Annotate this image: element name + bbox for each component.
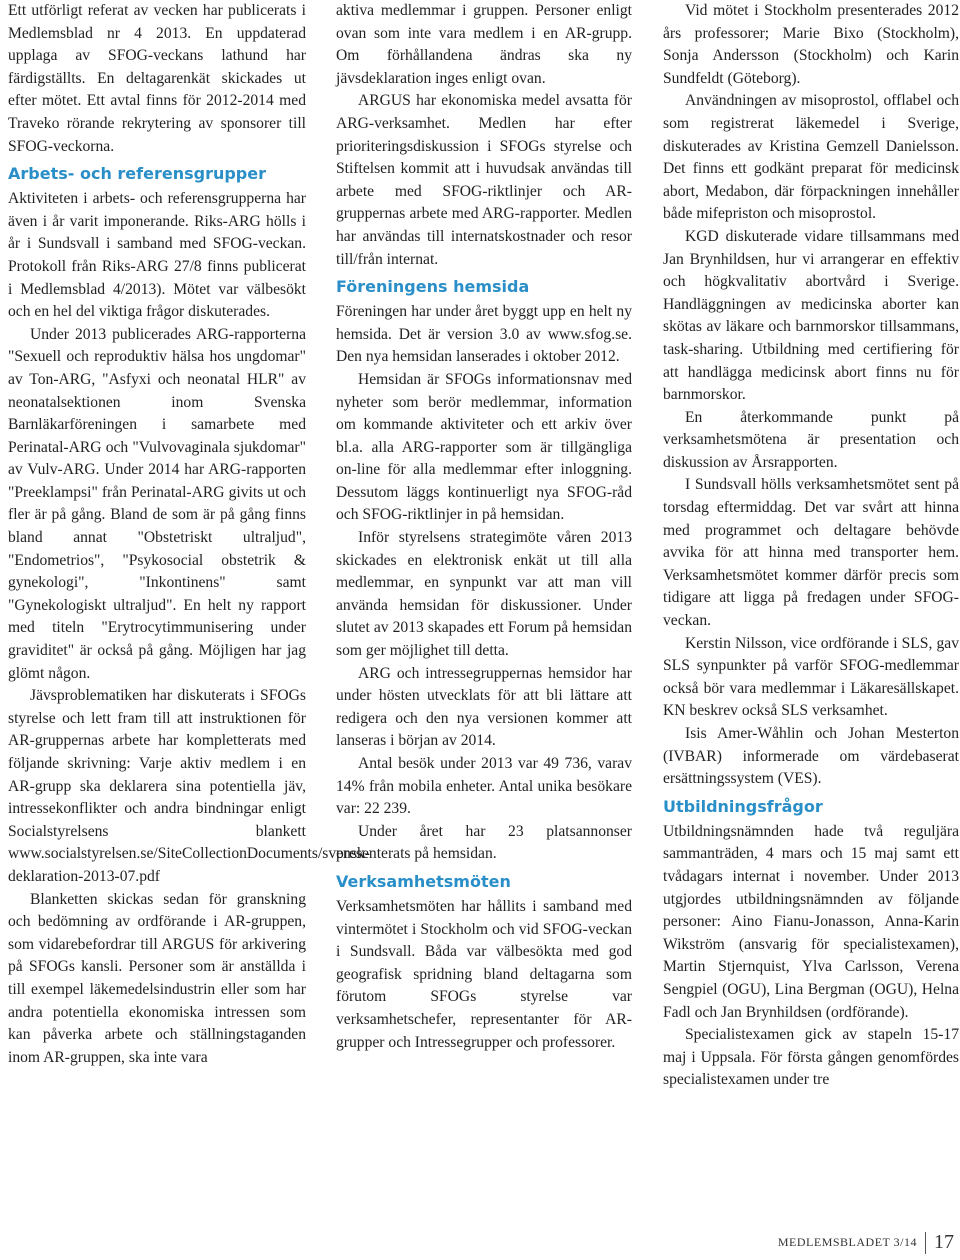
page-number: 17	[934, 1231, 954, 1253]
section-heading-foreningens-hemsida: Föreningens hemsida	[336, 277, 530, 297]
page-footer	[778, 1231, 954, 1254]
paragraph: Under året har 23 platsannonser presenterats på hemsidan.	[336, 822, 632, 863]
paragraph: Under 2013 publicerades ARG-rapporterna "Sexuell och reproduktiv hälsa hos ungdomar" av Ton-ARG, "Asfyxi och neonatal HLR" av neonatalsektionen inom Svenska Barnläkarföreningen i samarbete med Perinatal-ARG och "Vulvovaginala sjukdomar" av Vulv-ARG. Under 2014 har ARG-rapporten "Preeklampsi" från Perinatal-ARG givits ut och fler är på gång. Bland de som är på gång finns bland annat "Obstetriskt ultraljud", "Endometrios", "Psykosocial obstetrik & gynekologi", "Inkontinens" samt "Gynekologiskt ultraljud". En helt ny rapport med titeln "Erytrocytimmunisering under graviditet" är också på gång. Möjligen har jag glömt någon.	[8, 325, 306, 682]
paragraph: Föreningen har under året byggt upp en helt ny hemsida. Det är version 3.0 av www.sfog.se. Den nya hemsidan lanserades i oktober 2012.	[336, 303, 632, 366]
section-heading-verksamhetsmoten: Verksamhetsmöten	[336, 871, 511, 891]
paragraph: Isis Amer-Wåhlin och Johan Mesterton (IVBAR) informerade om värdebaserat ersättningssystem (VES).	[663, 725, 959, 788]
paragraph: En återkommande punkt på verksamhetsmötena är presentation och diskussion av Årsrapporten.	[663, 408, 959, 471]
paragraph: Kerstin Nilsson, vice ordförande i SLS, gav SLS synpunkter på varför SFOG-medlemmar också bör vara medlemmar i Läkaresällskapet. KN beskrev också SLS verksamhet.	[663, 634, 959, 720]
paragraph: Jävsproblematiken har diskuterats i SFOGs styrelse och lett fram till att instruktionen för AR-gruppernas arbete har kompletterats med följande skrivning: Varje aktiv medlem i en AR-grupp ska deklarera sina potentiella jäv, intressekonflikter och andra bindningar enligt Socialstyrelsens blankett www.socialstyrelsen.se/SiteCollectionDocuments/svensk-deklaration-2013-07.pdf	[8, 687, 370, 885]
text-column-2	[336, 0, 632, 1054]
footer-divider	[925, 1232, 926, 1254]
paragraph: ARGUS har ekonomiska medel avsatta för ARG-verksamhet. Medlen har efter prioriteringsdiskussion i SFOGs styrelse och Stiftelsen kommit att i huvudsak användas till arbete med SFOG-riktlinjer och AR-gruppernas arbete med ARG-rapporter. Medlen har användas till internatskostnader och resor till/från internat.	[336, 92, 632, 268]
paragraph: Inför styrelsens strategimöte våren 2013 skickades en elektronisk enkät ut till alla medlemmar, en synpunkt var att man vill använda hemsidan för diskussioner. Under slutet av 2013 skapades ett Forum på hemsidan som ger möjlighet till detta.	[336, 529, 632, 660]
paragraph: Ett utförligt referat av vecken har publicerats i Medlemsblad nr 4 2013. En uppdaterad upplaga av SFOG-veckans lathund har färdigställts. En deltagarenkät skickades ut efter mötet. Ett avtal finns för 2012-2014 med Traveko rörande rekrytering av sponsorer till SFOG-veckorna.	[8, 2, 306, 155]
paragraph: Utbildningsnämnden hade två reguljära sammanträden, 4 mars och 15 maj samt ett tvådagars internat i november. Under 2013 utgjordes utbildningsnämnden av följande personer: Aino Fianu-Jonasson, Anna-Karin Wikström (ansvarig för specialistexamen), Martin Stjernquist, Ylva Carlsson, Verena Sengpiel (OGU), Lina Bergman (OGU), Helna Fadl och Jan Brynhildsen (ordförande).	[663, 822, 959, 1021]
paragraph: Verksamhetsmöten har hållits i samband med vintermötet i Stockholm och vid SFOG-veckan i Sundsvall. Båda var välbesökta med god geografisk spridning bland deltagarna som förutom SFOGs styrelse var verksamhetschefer, representanter för AR-grupper och Intressegrupper och professorer.	[336, 897, 632, 1051]
text-column-1	[8, 0, 370, 1069]
paragraph: aktiva medlemmar i gruppen. Personer enligt ovan som inte vara medlem i en AR-grupp. Om förhållandena ändras ska ny jävsdeklaration inges enligt ovan.	[336, 2, 632, 87]
text-column-3	[663, 0, 959, 1092]
section-heading-utbildningsfragor: Utbildningsfrågor	[663, 796, 823, 816]
paragraph: KGD diskuterade vidare tillsammans med Jan Brynhildsen, hur vi arrangerar en effektiv och högkvalitativ abortvård i Sverige. Handläggningen av medicinska aborter kan skötas av läkare och barnmorskor tillsammans, task-sharing. Utbildning med certifiering för att handlägga medicinsk abort finns nu för barnmorskor.	[663, 227, 959, 404]
paragraph: Blanketten skickas sedan för granskning och bedömning av ordförande i AR-gruppen, som vidarebefordrar till ARGUS för arkivering på SFOGs kansli. Personer som är anställda i till exempel läkemedelsindustrin eller som har andra potentiella ekonomiska intressen som kan påverka arbete och ställningstaganden inom AR-gruppen, ska inte vara	[8, 890, 306, 1066]
paragraph: I Sundsvall hölls verksamhetsmötet sent på torsdag eftermiddag. Det var svårt att hinna med programmet och deltagare behövde avvika för att hinna med transporter hem. Verksamhetsmötet kommer därför precis som tidigare att ligga på fredagen under SFOG-veckan.	[663, 476, 959, 630]
magazine-issue: MEDLEMSBLADET 3/14	[777, 1235, 917, 1249]
paragraph: Specialistexamen gick av stapeln 15-17 maj i Uppsala. För första gången genomfördes specialistexamen under tre	[663, 1026, 959, 1089]
paragraph: ARG och intressegruppernas hemsidor har under hösten utvecklats för att bli lättare att redigera och den nya versionen kommer att lanseras i början av 2014.	[336, 664, 632, 750]
paragraph: Aktiviteten i arbets- och referensgrupperna har även i år varit imponerande. Riks-ARG hölls i år i Sundsvall i samband med SFOG-veckan. Protokoll från Riks-ARG 27/8 finns publicerat i Medlemsblad 4/2013). Mötet var välbesökt och en hel del viktiga frågor diskuterades.	[8, 190, 306, 321]
section-heading-arbets-och-referensgrupper: Arbets- och referensgrupper	[8, 164, 266, 184]
paragraph: Vid mötet i Stockholm presenterades 2012 års professorer; Marie Bixo (Stockholm), Sonja Andersson (Stockholm) och Karin Sundfeldt (Göteborg).	[663, 2, 959, 87]
paragraph: Antal besök under 2013 var 49 736, varav 14% från mobila enheter. Antal unika besökare var: 22 239.	[336, 755, 632, 818]
paragraph: Användningen av misoprostol, offlabel och som registrerat läkemedel i Sverige, diskuterades av Kristina Gemzell Danielsson. Det finns ett godkänt preparat för medicinsk abort, Medabon, där förpackningen innehåller både mifepriston och misoprostol.	[663, 92, 959, 223]
paragraph: Hemsidan är SFOGs informationsnav med nyheter som berör medlemmar, information om kommande aktiviteter och ett arkiv över bl.a. alla ARG-rapporter som är tillgängliga on-line för alla medlemmar efter inloggning. Dessutom läggs kontinuerligt nya SFOG-råd och SFOG-riktlinjer in på hemsidan.	[336, 370, 632, 524]
